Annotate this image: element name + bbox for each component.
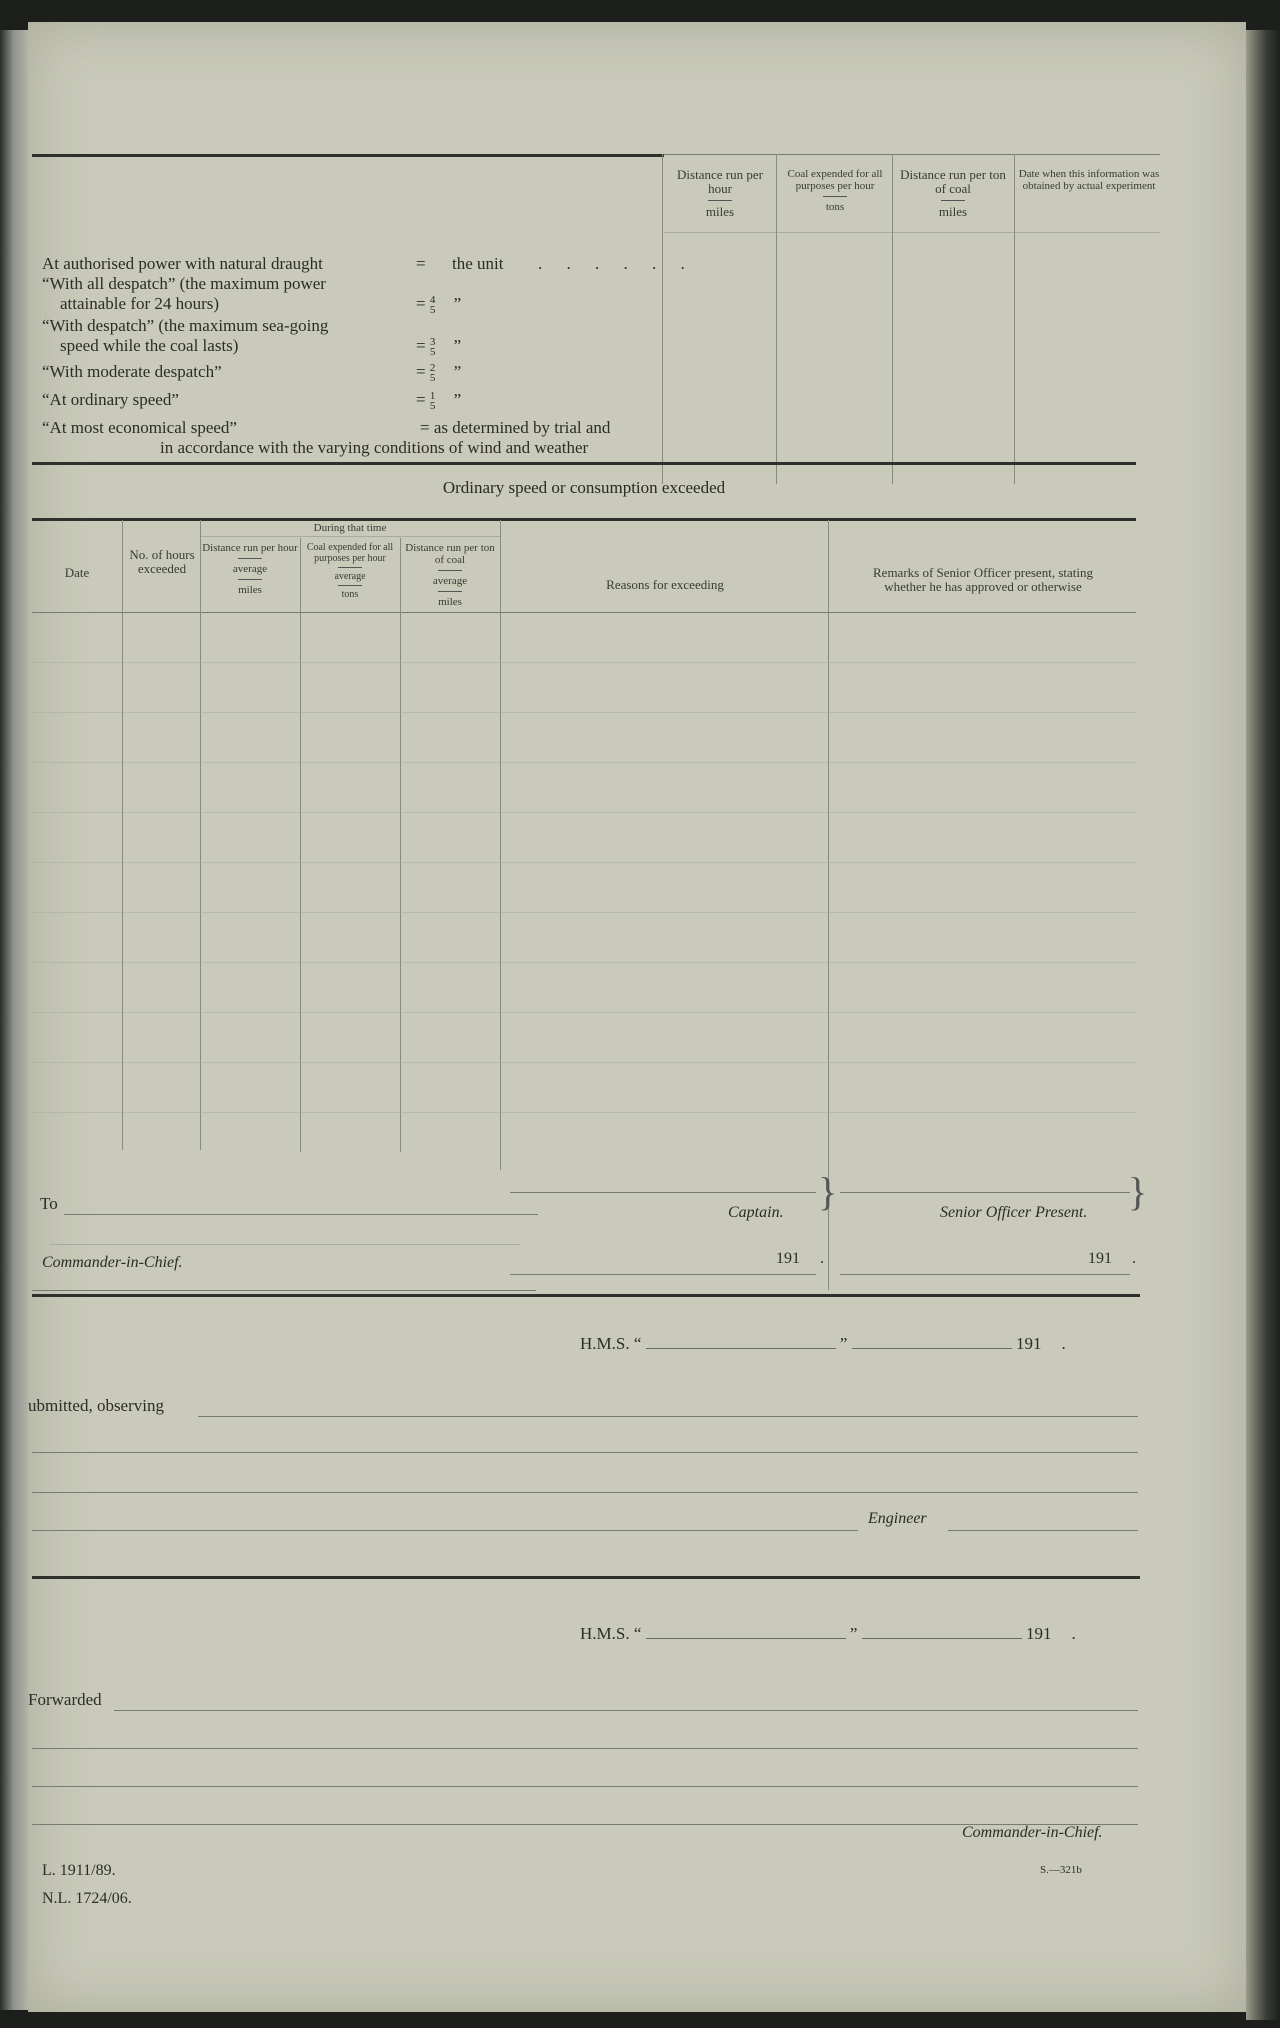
- forwarded-line-2[interactable]: [32, 1748, 1138, 1749]
- header-during-that-time: During that time: [313, 522, 387, 534]
- col-divider: [300, 538, 301, 1152]
- captain-year: 191 .: [776, 1250, 824, 1267]
- header-lower-dist-ton: Distance run per ton of coal average miles: [405, 542, 495, 608]
- header-reasons: Reasons for exceeding: [606, 577, 724, 592]
- submitted-line-2[interactable]: [32, 1452, 1138, 1453]
- senior-officer-sig-line[interactable]: [840, 1192, 1130, 1193]
- commander-in-chief-label: Commander-in-Chief.: [42, 1254, 183, 1271]
- row-despatch: “With despatch” (the maximum sea-going speed while the coal lasts) = 3 5 ”: [42, 316, 462, 359]
- captain-label: Captain.: [728, 1204, 784, 1221]
- header-date: Date: [64, 565, 90, 580]
- submitted-bottom-rule: [32, 1576, 1140, 1579]
- forwarded-commander-label: Commander-in-Chief.: [962, 1824, 1103, 1841]
- header-hours-exceeded: No. of hours exceeded: [129, 547, 195, 576]
- header-remarks: Remarks of Senior Officer present, stating whether he has approved or otherwise: [873, 565, 1093, 594]
- brace-icon: }: [1128, 1169, 1148, 1214]
- forwarded-line-3[interactable]: [32, 1786, 1138, 1787]
- header-date-obtained: Date when this information was obtained by actual experiment: [1018, 168, 1160, 192]
- senior-officer-year: 191 .: [1088, 1250, 1136, 1267]
- captain-date-line[interactable]: [510, 1274, 816, 1275]
- signoff-bottom-rule: [32, 1294, 1140, 1297]
- header-lower-dist-hour: Distance run per hour average miles: [202, 542, 298, 596]
- section-title: Ordinary speed or consumption exceeded: [442, 478, 726, 497]
- senior-officer-date-line[interactable]: [840, 1274, 1130, 1275]
- form-page: [28, 22, 1246, 2012]
- col-divider: [892, 154, 893, 484]
- forwarded-hms: H.M.S. “ ” 191 .: [580, 1624, 1076, 1643]
- header-lower-coal: Coal expended for all purposes per hour average tons: [306, 542, 394, 600]
- engineer-label: Engineer: [868, 1510, 927, 1527]
- submitted-line-1[interactable]: [198, 1416, 1138, 1417]
- col-divider: [122, 520, 123, 1150]
- submitted-line-4[interactable]: [32, 1530, 858, 1531]
- to-line[interactable]: [64, 1214, 538, 1215]
- header-distance-per-hour: Distance run per hour miles: [677, 167, 763, 219]
- lower-table-top-rule: [32, 518, 1136, 521]
- upper-table-bottom-rule: [32, 462, 1136, 465]
- lower-header-rule: [32, 612, 1136, 613]
- signoff-divider: [32, 1290, 536, 1291]
- header-rule: [664, 232, 1160, 233]
- col-divider: [662, 154, 663, 484]
- senior-officer-label: Senior Officer Present.: [940, 1204, 1088, 1221]
- top-rule: [32, 154, 664, 157]
- footer-ref-1: L. 1911/89.: [42, 1862, 116, 1879]
- col-divider: [400, 538, 401, 1152]
- to-label: To: [40, 1194, 58, 1213]
- footer-ref-2: N.L. 1724/06.: [42, 1890, 132, 1907]
- row-ordinary-speed: “At ordinary speed” = 1 5 ”: [42, 390, 462, 413]
- col-divider: [200, 520, 201, 1150]
- submitted-line-3[interactable]: [32, 1492, 1138, 1493]
- header-coal-expended: Coal expended for all purposes per hour tons: [787, 168, 883, 213]
- submitted-label: ubmitted, observing: [28, 1396, 164, 1415]
- during-rule: [200, 536, 500, 537]
- row-economical-speed: “At most economical speed” = as determined by trial and in accordance with the varying conditions of wind and weather: [42, 418, 611, 457]
- to-line-2[interactable]: [50, 1244, 520, 1245]
- form-number: S.—321b: [1040, 1864, 1082, 1876]
- engineer-sig-line[interactable]: [948, 1530, 1138, 1531]
- row-moderate-despatch: “With moderate despatch” = 2 5 ”: [42, 362, 462, 385]
- col-divider: [776, 154, 777, 484]
- top-rule-right: [664, 154, 1160, 155]
- submitted-hms: H.M.S. “ ” 191 .: [580, 1334, 1066, 1353]
- row-authorised-power: At authorised power with natural draught = the unit . . . . . .: [42, 254, 695, 273]
- captain-sig-line[interactable]: [510, 1192, 816, 1193]
- col-divider: [500, 520, 501, 1170]
- col-divider: [1014, 154, 1015, 484]
- row-all-despatch: “With all despatch” (the maximum power attainable for 24 hours) = 4 5 ”: [42, 274, 462, 317]
- page-edge: [1246, 30, 1280, 2020]
- forwarded-line-1[interactable]: [114, 1710, 1138, 1711]
- brace-icon: }: [818, 1169, 838, 1214]
- forwarded-label: Forwarded: [28, 1690, 102, 1709]
- header-distance-per-ton: Distance run per ton of coal miles: [900, 167, 1006, 219]
